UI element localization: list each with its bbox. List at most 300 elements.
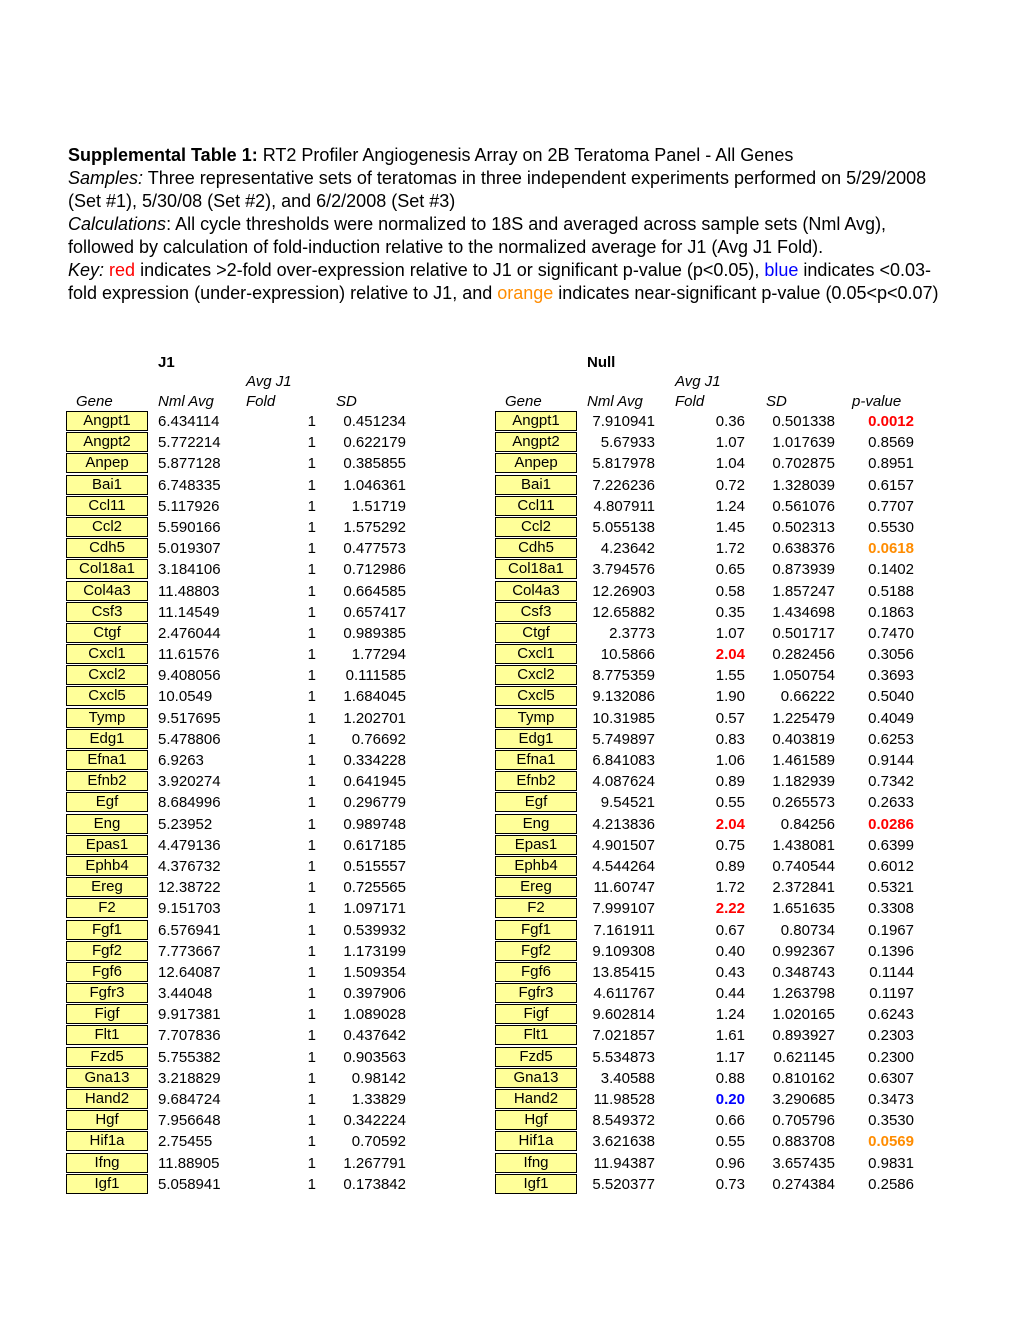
- pvalue-cell: 0.8569: [868, 434, 914, 452]
- sd-cell: 0.712986: [343, 561, 406, 579]
- nml-avg-cell: 4.087624: [592, 773, 655, 791]
- pvalue-cell: 0.6243: [868, 1006, 914, 1024]
- nml-avg-cell: 4.807911: [593, 497, 655, 515]
- fold-cell: 1.07: [715, 624, 745, 642]
- gene-cell: Hif1a: [66, 1131, 148, 1151]
- fold-cell: 1: [307, 985, 316, 1003]
- gene-cell: Tymp: [495, 708, 577, 728]
- nml-avg-cell: 7.956648: [158, 1112, 221, 1130]
- pvalue-cell: 0.6012: [868, 857, 914, 875]
- pvalue-cell: 0.4049: [868, 709, 914, 727]
- null-table: [495, 411, 925, 1195]
- header-sd-left: SD: [336, 393, 357, 410]
- gene-cell: Col4a3: [66, 581, 148, 601]
- sd-cell: 0.740544: [772, 857, 835, 875]
- pvalue-cell: 0.9144: [868, 752, 914, 769]
- gene-cell: Efnb2: [66, 771, 148, 791]
- table-row: [66, 1131, 426, 1152]
- pvalue-cell: 0.6399: [868, 836, 914, 854]
- table-row: [495, 686, 925, 707]
- pvalue-cell: 0.1396: [868, 942, 914, 960]
- pvalue-cell: 0.5040: [868, 688, 914, 706]
- table-row: [495, 750, 925, 771]
- table-row: [66, 708, 426, 729]
- table-row: [495, 538, 925, 559]
- gene-cell: Tymp: [66, 708, 148, 728]
- sd-cell: 0.98142: [351, 1069, 406, 1087]
- fold-cell: 1: [307, 836, 316, 854]
- sd-cell: 1.461589: [772, 752, 835, 769]
- table-row: [66, 1047, 426, 1068]
- fold-cell: 0.75: [715, 836, 745, 854]
- pvalue-cell: 0.8951: [868, 455, 914, 473]
- sd-cell: 0.705796: [772, 1112, 835, 1130]
- table-row: [66, 1110, 426, 1131]
- header-avg-j1-left: Avg J1: [246, 373, 292, 390]
- gene-cell: Fzd5: [66, 1047, 148, 1067]
- table-row: [66, 1153, 426, 1174]
- fold-cell: 1: [307, 667, 316, 685]
- table-row: [495, 941, 925, 962]
- sd-cell: 1.017639: [772, 434, 835, 452]
- fold-cell: 1: [307, 497, 316, 515]
- group-label-j1: J1: [158, 354, 175, 371]
- sd-cell: 0.265573: [772, 794, 835, 812]
- samples-label: Samples:: [68, 168, 144, 188]
- table-row: [66, 475, 426, 496]
- table-row: [495, 1047, 925, 1068]
- fold-cell: 1: [307, 1027, 316, 1045]
- nml-avg-cell: 5.055138: [592, 518, 655, 536]
- fold-cell: 1.61: [715, 1027, 745, 1045]
- key-label: Key:: [68, 260, 105, 280]
- fold-cell: 0.67: [715, 921, 745, 939]
- gene-cell: Bai1: [66, 475, 148, 495]
- header-sd-right: SD: [766, 393, 787, 410]
- gene-cell: Cxcl2: [495, 665, 577, 685]
- sd-cell: 2.372841: [772, 879, 835, 897]
- sd-cell: 1.77294: [351, 646, 406, 664]
- nml-avg-cell: 7.773667: [158, 942, 221, 960]
- fold-cell: 0.88: [715, 1069, 745, 1087]
- nml-avg-cell: 5.590166: [158, 518, 221, 536]
- sd-cell: 1.097171: [343, 900, 406, 918]
- nml-avg-cell: 5.67933: [600, 434, 655, 452]
- table-row: [495, 496, 925, 517]
- nml-avg-cell: 5.749897: [592, 730, 655, 748]
- calc-line: [68, 213, 940, 259]
- table-row: [66, 1025, 426, 1046]
- gene-cell: Flt1: [495, 1025, 577, 1045]
- nml-avg-cell: 11.48803: [158, 582, 220, 600]
- gene-cell: Fzd5: [495, 1047, 577, 1067]
- key-red: red: [109, 260, 136, 280]
- gene-cell: Efnb2: [495, 771, 577, 791]
- fold-cell: 1: [307, 1175, 316, 1193]
- sd-cell: 0.561076: [772, 497, 835, 515]
- pvalue-cell: 0.3056: [868, 646, 914, 664]
- sd-cell: 0.76692: [351, 730, 406, 748]
- pvalue-cell: 0.3473: [868, 1091, 914, 1108]
- table-row: [495, 1089, 925, 1110]
- sd-cell: 0.66222: [780, 688, 835, 706]
- sd-cell: 1.267791: [343, 1154, 406, 1172]
- table-row: [66, 856, 426, 877]
- gene-cell: Col18a1: [66, 559, 148, 579]
- nml-avg-cell: 3.794576: [592, 561, 655, 579]
- nml-avg-cell: 5.478806: [158, 730, 221, 748]
- table-row: [66, 453, 426, 474]
- fold-cell: 0.40: [715, 942, 745, 960]
- nml-avg-cell: 12.38722: [158, 879, 221, 897]
- fold-cell: 1: [307, 646, 316, 664]
- nml-avg-cell: 5.534873: [592, 1048, 655, 1066]
- table-row: [495, 665, 925, 686]
- gene-cell: Gna13: [495, 1068, 577, 1088]
- table-row: [495, 517, 925, 538]
- nml-avg-cell: 5.019307: [158, 540, 221, 558]
- nml-avg-cell: 6.9263: [158, 752, 204, 769]
- key-text-1: indicates >2-fold over-expression relative to J1 or significant p-value (p<0.05),: [135, 260, 765, 280]
- fold-cell: 1: [307, 752, 316, 769]
- pvalue-cell: 0.1863: [868, 603, 914, 621]
- key-line: [68, 259, 940, 305]
- sd-cell: 0.501338: [772, 413, 835, 430]
- table-row: [66, 496, 426, 517]
- fold-cell: 1: [307, 1048, 316, 1066]
- nml-avg-cell: 7.226236: [592, 476, 655, 494]
- gene-cell: Efna1: [495, 750, 577, 770]
- pvalue-cell: 0.6307: [868, 1069, 914, 1087]
- table-row: [66, 771, 426, 792]
- sd-cell: 0.617185: [343, 836, 406, 854]
- gene-cell: Fgf2: [495, 941, 577, 961]
- table-row: [66, 432, 426, 453]
- key-text-2: indicates <0.03-fold expression (under-expression) relative to J1, and: [68, 260, 932, 303]
- fold-cell: 0.35: [715, 603, 745, 621]
- nml-avg-cell: 4.23642: [600, 540, 655, 558]
- sd-cell: 0.539932: [343, 921, 406, 939]
- key-blue: blue: [764, 260, 799, 280]
- fold-cell: 1: [307, 900, 316, 918]
- key-orange: orange: [497, 283, 554, 303]
- fold-cell: 1.24: [715, 497, 745, 515]
- gene-cell: Angpt1: [66, 411, 148, 431]
- sd-cell: 0.501717: [772, 624, 835, 642]
- pvalue-cell: 0.1144: [869, 963, 914, 981]
- sd-cell: 0.725565: [343, 879, 406, 897]
- nml-avg-cell: 3.40588: [600, 1069, 655, 1087]
- nml-avg-cell: 3.920274: [158, 773, 221, 791]
- fold-cell: 2.04: [715, 815, 745, 833]
- table-row: [495, 814, 925, 835]
- fold-cell: 1.72: [715, 879, 745, 897]
- sd-cell: 0.173842: [343, 1175, 406, 1193]
- table-row: [66, 898, 426, 919]
- gene-cell: Csf3: [495, 602, 577, 622]
- sd-cell: 0.989748: [343, 815, 406, 833]
- gene-cell: Bai1: [495, 475, 577, 495]
- fold-cell: 1.55: [715, 667, 745, 685]
- sd-cell: 1.33829: [351, 1091, 406, 1108]
- fold-cell: 1: [307, 879, 316, 897]
- fold-cell: 2.04: [715, 646, 745, 664]
- gene-cell: Fgf2: [66, 941, 148, 961]
- key-text-3: indicates near-significant p-value (0.05<p<0.07): [553, 283, 939, 303]
- fold-cell: 1.90: [715, 688, 745, 706]
- nml-avg-cell: 9.151703: [158, 900, 221, 918]
- fold-cell: 0.66: [715, 1112, 745, 1130]
- fold-cell: 1: [307, 963, 316, 981]
- fold-cell: 1: [307, 921, 316, 939]
- sd-cell: 0.385855: [343, 455, 406, 473]
- pvalue-cell: 0.7470: [868, 624, 914, 642]
- nml-avg-cell: 9.917381: [158, 1006, 221, 1024]
- gene-cell: Epas1: [66, 835, 148, 855]
- gene-cell: Egf: [66, 792, 148, 812]
- nml-avg-cell: 11.14549: [158, 603, 220, 621]
- table-row: [66, 750, 426, 771]
- pvalue-cell: 0.1402: [868, 561, 914, 579]
- pvalue-cell: 0.5321: [868, 879, 914, 897]
- table-row: [495, 581, 925, 602]
- sd-cell: 0.348743: [772, 963, 835, 981]
- pvalue-cell: 0.2633: [868, 794, 914, 812]
- sd-cell: 0.403819: [772, 730, 835, 748]
- gene-cell: Ereg: [66, 877, 148, 897]
- table-row: [66, 1089, 426, 1110]
- sd-cell: 0.621145: [773, 1048, 835, 1066]
- gene-cell: Ccl2: [66, 517, 148, 537]
- gene-cell: Ccl2: [495, 517, 577, 537]
- fold-cell: 1: [307, 1006, 316, 1024]
- fold-cell: 0.57: [715, 709, 745, 727]
- table-row: [66, 538, 426, 559]
- table-row: [66, 581, 426, 602]
- fold-cell: 1: [307, 476, 316, 494]
- fold-cell: 1: [307, 1154, 316, 1172]
- gene-cell: Angpt2: [66, 432, 148, 452]
- table-row: [66, 623, 426, 644]
- nml-avg-cell: 9.684724: [158, 1091, 221, 1108]
- gene-cell: Epas1: [495, 835, 577, 855]
- nml-avg-cell: 10.0549: [158, 688, 213, 706]
- nml-avg-cell: 6.434114: [158, 413, 220, 430]
- pvalue-cell: 0.5188: [868, 582, 914, 600]
- sd-cell: 0.437642: [343, 1027, 406, 1045]
- fold-cell: 1: [307, 1091, 316, 1108]
- fold-cell: 1: [307, 434, 316, 452]
- fold-cell: 1: [307, 413, 316, 430]
- gene-cell: Igf1: [66, 1174, 148, 1194]
- sd-cell: 1.202701: [343, 709, 406, 727]
- gene-cell: Fgf1: [66, 920, 148, 940]
- table-row: [66, 877, 426, 898]
- nml-avg-cell: 5.058941: [158, 1175, 221, 1193]
- gene-cell: Egf: [495, 792, 577, 812]
- table-row: [495, 411, 925, 432]
- sd-cell: 0.622179: [343, 434, 406, 452]
- sd-cell: 3.290685: [772, 1091, 835, 1108]
- table-row: [495, 792, 925, 813]
- gene-cell: Fgfr3: [66, 983, 148, 1003]
- nml-avg-cell: 10.5866: [600, 646, 655, 664]
- sd-cell: 0.641945: [343, 773, 406, 791]
- fold-cell: 1: [307, 688, 316, 706]
- table-row: [495, 1131, 925, 1152]
- nml-avg-cell: 9.109308: [592, 942, 655, 960]
- nml-avg-cell: 6.576941: [158, 921, 221, 939]
- gene-cell: Edg1: [495, 729, 577, 749]
- gene-cell: Flt1: [66, 1025, 148, 1045]
- gene-cell: F2: [495, 898, 577, 918]
- fold-cell: 0.44: [715, 985, 745, 1003]
- nml-avg-cell: 11.94387: [593, 1154, 655, 1172]
- fold-cell: 0.89: [715, 773, 745, 791]
- header-fold-left: Fold: [246, 393, 276, 410]
- fold-cell: 0.73: [715, 1175, 745, 1193]
- nml-avg-cell: 9.517695: [158, 709, 221, 727]
- table-row: [66, 644, 426, 665]
- table-row: [66, 686, 426, 707]
- sd-cell: 0.810162: [772, 1069, 835, 1087]
- table-row: [66, 983, 426, 1004]
- gene-cell: Ifng: [495, 1153, 577, 1173]
- pvalue-cell: 0.0618: [868, 540, 914, 558]
- nml-avg-cell: 3.184106: [158, 561, 221, 579]
- nml-avg-cell: 11.88905: [158, 1154, 220, 1172]
- gene-cell: Cxcl1: [495, 644, 577, 664]
- nml-avg-cell: 2.476044: [158, 624, 221, 642]
- sd-cell: 0.334228: [343, 752, 406, 769]
- sd-cell: 1.438081: [772, 836, 835, 854]
- table-row: [495, 920, 925, 941]
- nml-avg-cell: 6.841083: [592, 752, 655, 769]
- fold-cell: 1: [307, 794, 316, 812]
- pvalue-cell: 0.3530: [868, 1112, 914, 1130]
- gene-cell: Col18a1: [495, 559, 577, 579]
- fold-cell: 1: [307, 857, 316, 875]
- pvalue-cell: 0.0012: [868, 413, 914, 430]
- pvalue-cell: 0.0569: [868, 1133, 914, 1151]
- header-fold-right: Fold: [675, 393, 705, 410]
- gene-cell: Ephb4: [66, 856, 148, 876]
- table-row: [495, 453, 925, 474]
- table-row: [495, 644, 925, 665]
- sd-cell: 3.657435: [772, 1154, 835, 1172]
- samples-line: [68, 167, 940, 213]
- table-row: [495, 983, 925, 1004]
- pvalue-cell: 0.2300: [868, 1048, 914, 1066]
- nml-avg-cell: 7.707836: [158, 1027, 221, 1045]
- gene-cell: Cxcl5: [66, 686, 148, 706]
- gene-cell: Anpep: [66, 453, 148, 473]
- table-row: [495, 856, 925, 877]
- fold-cell: 1: [307, 603, 316, 621]
- nml-avg-cell: 5.117926: [158, 497, 220, 515]
- table-row: [495, 962, 925, 983]
- pvalue-cell: 0.2303: [868, 1027, 914, 1045]
- table-row: [66, 602, 426, 623]
- table-row: [495, 898, 925, 919]
- fold-cell: 1.24: [715, 1006, 745, 1024]
- sd-cell: 1.575292: [343, 518, 406, 536]
- fold-cell: 0.89: [715, 857, 745, 875]
- fold-cell: 2.22: [715, 900, 745, 918]
- fold-cell: 0.36: [715, 413, 745, 430]
- fold-cell: 1: [307, 455, 316, 473]
- header-nml-avg-right: Nml Avg: [587, 393, 643, 410]
- nml-avg-cell: 9.54521: [600, 794, 655, 812]
- sd-cell: 0.883708: [772, 1133, 835, 1151]
- sd-cell: 0.989385: [343, 624, 406, 642]
- sd-cell: 1.434698: [772, 603, 835, 621]
- header-gene-right: Gene: [505, 393, 542, 410]
- pvalue-cell: 0.3693: [868, 667, 914, 685]
- intro-text: [68, 144, 940, 305]
- pvalue-cell: 0.3308: [868, 900, 914, 918]
- table-row: [66, 941, 426, 962]
- sd-cell: 0.502313: [772, 518, 835, 536]
- table-row: [66, 665, 426, 686]
- sd-cell: 0.70592: [351, 1133, 406, 1151]
- fold-cell: 1: [307, 730, 316, 748]
- nml-avg-cell: 4.213836: [592, 815, 655, 833]
- header-gene-left: Gene: [76, 393, 113, 410]
- table-row: [66, 962, 426, 983]
- gene-cell: Hif1a: [495, 1131, 577, 1151]
- gene-cell: Csf3: [66, 602, 148, 622]
- fold-cell: 0.55: [715, 1133, 745, 1151]
- gene-cell: Ccl11: [495, 496, 577, 516]
- nml-avg-cell: 12.26903: [592, 582, 655, 600]
- header-avg-j1-right: Avg J1: [675, 373, 721, 390]
- fold-cell: 0.83: [715, 730, 745, 748]
- fold-cell: 1: [307, 1133, 316, 1151]
- sd-cell: 0.397906: [343, 985, 406, 1003]
- table-row: [495, 623, 925, 644]
- pvalue-cell: 0.9831: [868, 1154, 914, 1172]
- table-row: [66, 559, 426, 580]
- fold-cell: 1: [307, 518, 316, 536]
- gene-cell: Cdh5: [495, 538, 577, 558]
- pvalue-cell: 0.1197: [869, 985, 914, 1003]
- table-row: [495, 559, 925, 580]
- table-row: [495, 729, 925, 750]
- header-pvalue: p-value: [852, 393, 902, 410]
- sd-cell: 1.020165: [772, 1006, 835, 1024]
- nml-avg-cell: 2.3773: [609, 624, 655, 642]
- title-line: [68, 144, 940, 167]
- nml-avg-cell: 4.544264: [592, 857, 655, 875]
- nml-avg-cell: 3.218829: [158, 1069, 221, 1087]
- nml-avg-cell: 5.817978: [592, 455, 655, 473]
- sd-cell: 0.342224: [343, 1112, 406, 1130]
- table-row: [495, 1174, 925, 1195]
- nml-avg-cell: 8.549372: [592, 1112, 655, 1130]
- nml-avg-cell: 5.520377: [592, 1175, 655, 1193]
- sd-cell: 0.111585: [345, 667, 406, 685]
- nml-avg-cell: 11.61576: [158, 646, 220, 664]
- nml-avg-cell: 5.772214: [158, 434, 221, 452]
- table-row: [495, 432, 925, 453]
- sd-cell: 0.84256: [780, 815, 835, 833]
- title-text: RT2 Profiler Angiogenesis Array on 2B Teratoma Panel - All Genes: [257, 145, 794, 165]
- nml-avg-cell: 9.602814: [592, 1006, 655, 1024]
- gene-cell: Ifng: [66, 1153, 148, 1173]
- fold-cell: 0.43: [715, 963, 745, 981]
- pvalue-cell: 0.7342: [868, 773, 914, 791]
